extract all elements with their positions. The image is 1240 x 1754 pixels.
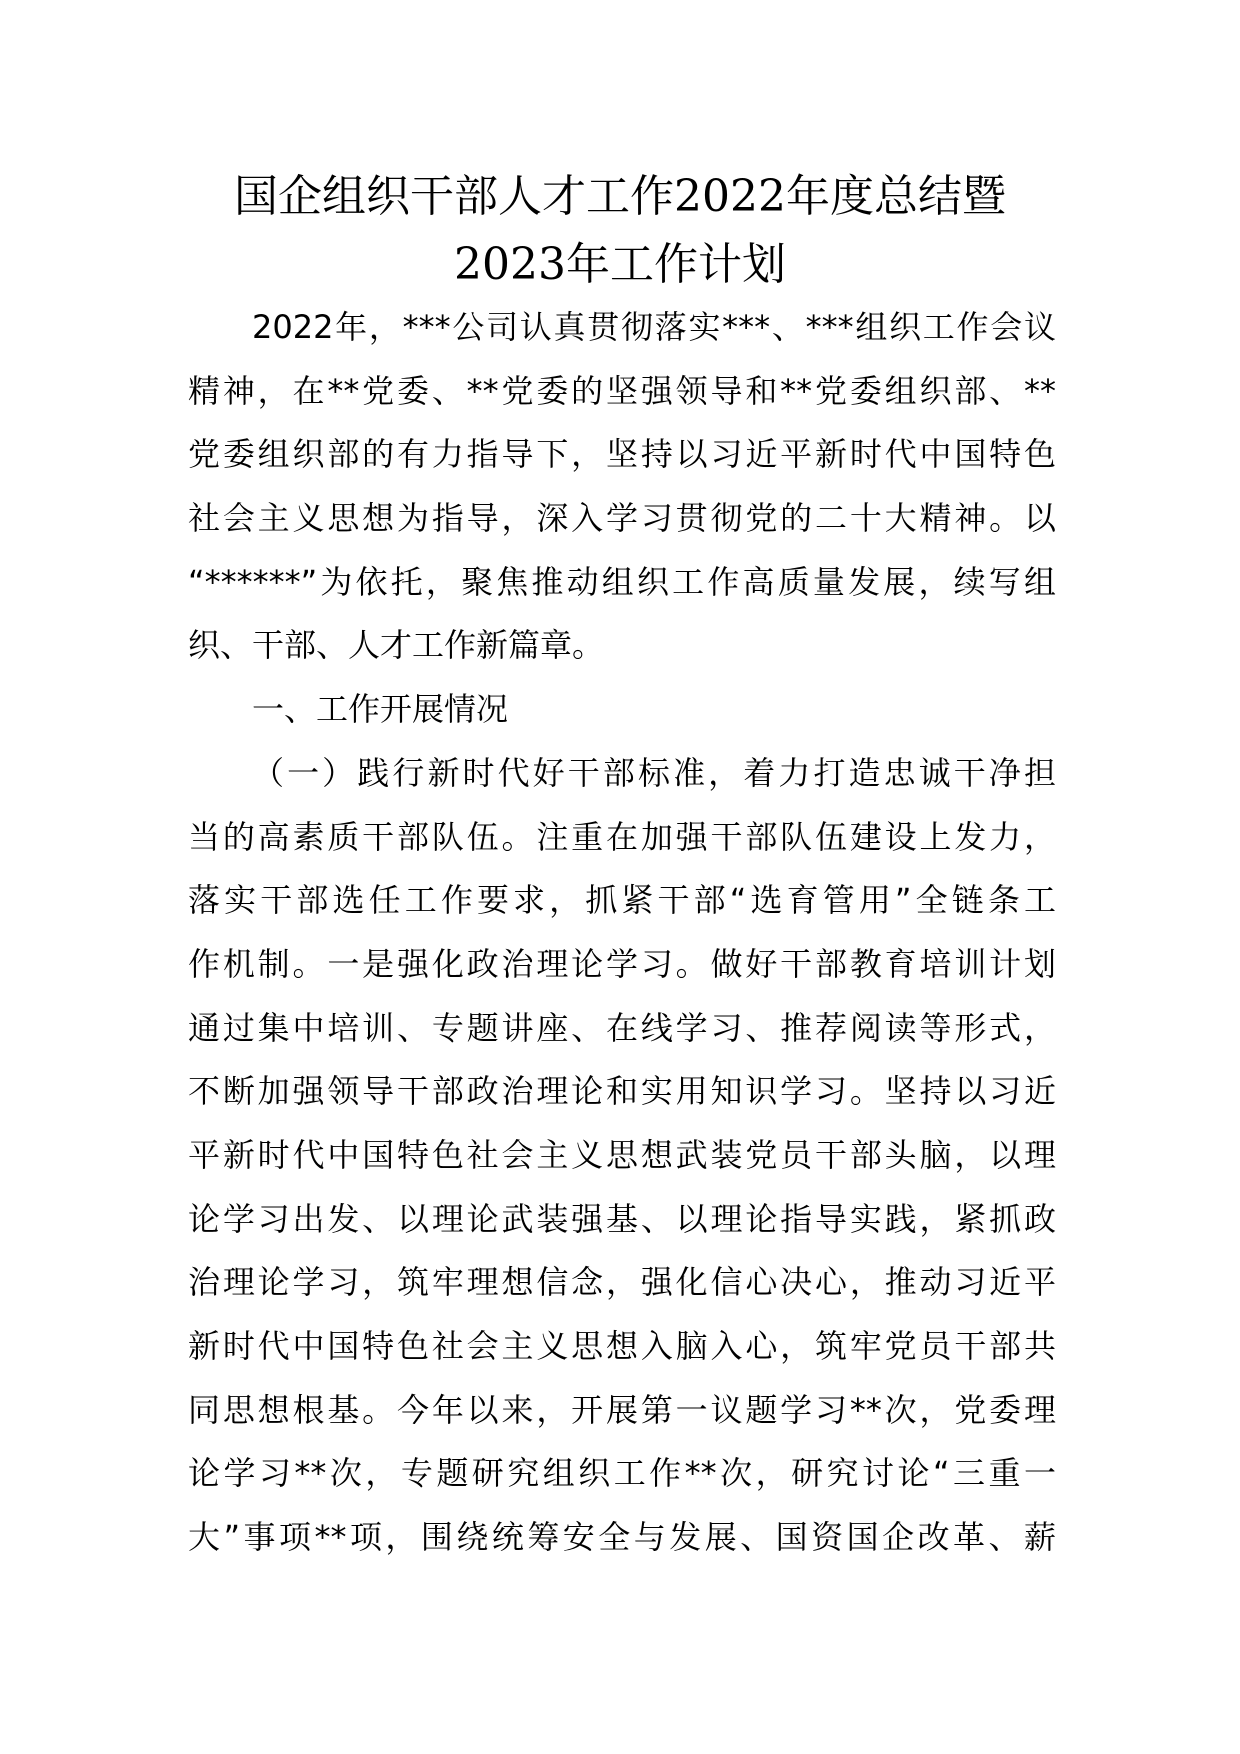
paragraph-1-line: 2022年，***公司认真贯彻落实***、***组织工作会议	[252, 308, 1056, 346]
paragraph-2-line: 通过集中培训、专题讲座、在线学习、推荐阅读等形式，	[188, 1008, 1056, 1047]
paragraph-2-line: 同思想根基。今年以来，开展第一议题学习**次，党委理	[188, 1390, 1056, 1429]
paragraph-2-line: （一）践行新时代好干部标准，着力打造忠诚干净担	[252, 753, 1056, 792]
paragraph-2-line: 治理论学习，筑牢理想信念，强化信心决心，推动习近平	[188, 1263, 1056, 1302]
paragraph-2-line: 当的高素质干部队伍。注重在加强干部队伍建设上发力，	[188, 817, 1056, 856]
paragraph-1-line: 精神，在**党委、**党委的坚强领导和**党委组织部、**	[188, 371, 1056, 410]
paragraph-2-line: 落实干部选任工作要求，抓紧干部“选育管用”全链条工	[188, 881, 1056, 920]
document-body	[188, 296, 1056, 1570]
paragraph-1-line: 织、干部、人才工作新篇章。	[188, 626, 605, 665]
paragraph-1-line: 党委组织部的有力指导下，坚持以习近平新时代中国特色	[188, 435, 1056, 474]
document-title-line-2: 2023年工作计划	[454, 239, 786, 290]
paragraph-2-line: 平新时代中国特色社会主义思想武装党员干部头脑，以理	[188, 1135, 1056, 1174]
paragraph-2-line: 论学习**次，专题研究组织工作**次，研究讨论“三重一	[188, 1454, 1056, 1493]
paragraph-1-line: 社会主义思想为指导，深入学习贯彻党的二十大精神。以	[188, 499, 1056, 538]
paragraph-2-line: 论学习出发、以理论武装强基、以理论指导实践，紧抓政	[188, 1199, 1056, 1238]
document-title-line-1: 国企组织干部人才工作2022年度总结暨	[234, 171, 1006, 222]
paragraph-2-line: 大”事项**项，围绕统筹安全与发展、国资国企改革、薪	[188, 1518, 1056, 1557]
paragraph-2-line: 作机制。一是强化政治理论学习。做好干部教育培训计划	[188, 944, 1056, 983]
paragraph-1-line: “******”为依托，聚焦推动组织工作高质量发展，续写组	[188, 562, 1056, 601]
paragraph-2-line: 新时代中国特色社会主义思想入脑入心，筑牢党员干部共	[188, 1327, 1056, 1365]
section-heading: 一、工作开展情况	[252, 690, 509, 729]
paragraph-2-line: 不断加强领导干部政治理论和实用知识学习。坚持以习近	[188, 1072, 1056, 1111]
